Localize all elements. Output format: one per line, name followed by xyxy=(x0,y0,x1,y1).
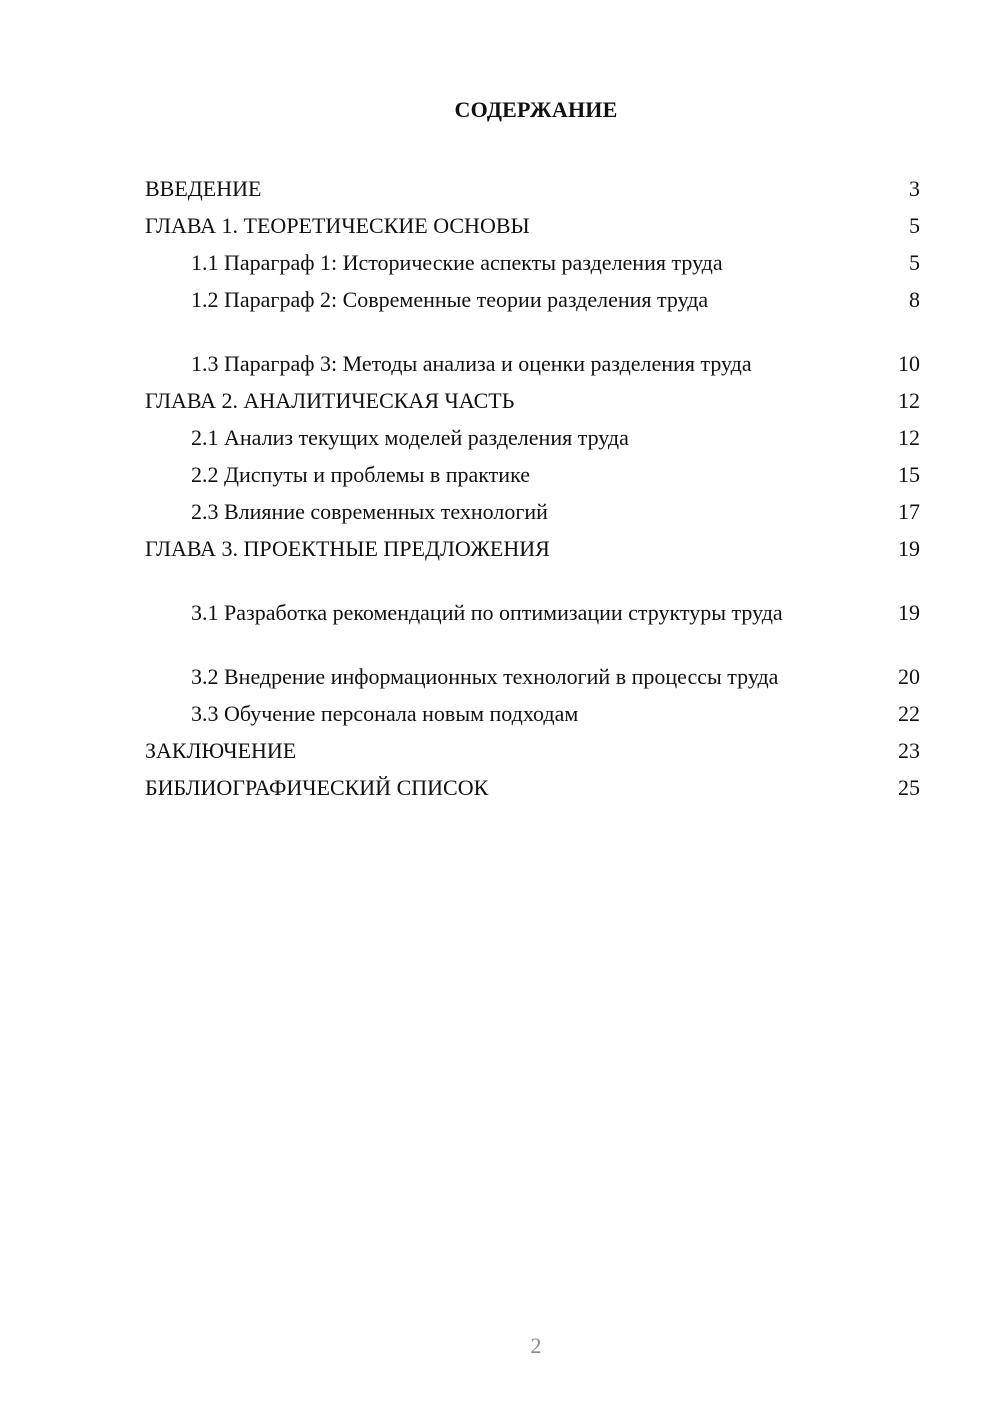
toc-entry-page: 25 xyxy=(898,774,920,800)
toc-entry-page: 17 xyxy=(898,498,920,524)
toc-entry-introduction xyxy=(145,170,920,207)
toc-entry-section-3-1 xyxy=(145,567,920,631)
toc-entry-section-2-3 xyxy=(145,493,920,530)
toc-entry-label: 2.3 Влияние современных технологий xyxy=(191,498,548,524)
toc-entry-chapter-3 xyxy=(145,530,920,567)
toc-entry-section-1-1 xyxy=(145,244,920,281)
toc-entry-section-3-3 xyxy=(145,695,920,732)
toc-entry-label: 2.1 Анализ текущих моделей разделения труда xyxy=(191,424,629,450)
toc-entry-section-1-2 xyxy=(145,281,920,318)
toc-entry-label: 3.1 Разработка рекомендаций по оптимизации структуры труда xyxy=(191,600,783,625)
toc-entry-chapter-2 xyxy=(145,382,920,419)
toc-entry-label: ЗАКЛЮЧЕНИЕ xyxy=(145,737,297,763)
toc-entry-label: БИБЛИОГРАФИЧЕСКИЙ СПИСОК xyxy=(145,774,489,800)
toc-entry-section-2-1 xyxy=(145,419,920,456)
toc-entry-page: 3 xyxy=(909,175,920,201)
toc-entry-bibliography xyxy=(145,769,920,806)
toc-entry-page: 8 xyxy=(909,286,920,312)
toc-entry-page: 23 xyxy=(898,737,920,763)
toc-entry-section-1-3 xyxy=(145,318,920,382)
toc-entry-conclusion xyxy=(145,732,920,769)
toc-entry-page: 19 xyxy=(898,535,920,561)
toc-entry-section-2-2 xyxy=(145,456,920,493)
toc-entry-page: 15 xyxy=(898,461,920,487)
page-title: СОДЕРЖАНИЕ xyxy=(454,97,618,122)
toc-entry-label: 3.3 Обучение персонала новым подходам xyxy=(191,700,579,726)
toc-entry-label: 1.1 Параграф 1: Исторические аспекты разделения труда xyxy=(191,249,723,275)
toc-entry-label: 3.2 Внедрение информационных технологий в процессы труда xyxy=(191,664,779,689)
page-number: 2 xyxy=(530,1333,542,1358)
toc-entry-label: 2.2 Диспуты и проблемы в практике xyxy=(191,461,530,487)
toc-entry-label: ГЛАВА 1. ТЕОРЕТИЧЕСКИЕ ОСНОВЫ xyxy=(145,212,530,238)
toc-entry-page: 10 xyxy=(898,351,920,376)
toc-entry-page: 12 xyxy=(898,424,920,450)
toc-entry-chapter-1 xyxy=(145,207,920,244)
toc-entry-page: 5 xyxy=(909,249,920,275)
toc-entry-label: ВВЕДЕНИЕ xyxy=(145,175,262,201)
toc-entry-page: 12 xyxy=(898,387,920,413)
toc-entry-page: 19 xyxy=(898,600,920,625)
toc-entry-label: 1.3 Параграф 3: Методы анализа и оценки разделения труда xyxy=(191,351,752,376)
table-of-contents xyxy=(145,170,920,806)
toc-entry-section-3-2 xyxy=(145,631,920,695)
toc-entry-page: 22 xyxy=(898,700,920,726)
toc-entry-label: 1.2 Параграф 2: Современные теории разделения труда xyxy=(191,286,709,312)
toc-entry-page: 20 xyxy=(898,664,920,689)
toc-entry-label: ГЛАВА 2. АНАЛИТИЧЕСКАЯ ЧАСТЬ xyxy=(145,387,515,413)
toc-entry-label: ГЛАВА 3. ПРОЕКТНЫЕ ПРЕДЛОЖЕНИЯ xyxy=(145,535,550,561)
toc-entry-page: 5 xyxy=(909,212,920,238)
